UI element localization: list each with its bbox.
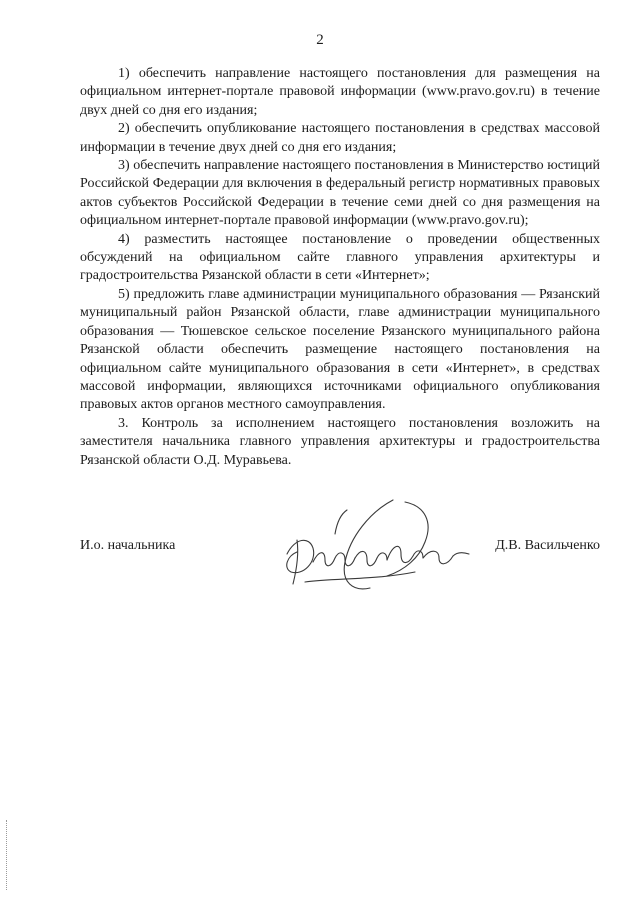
paragraph-item-1: 1) обеспечить направление настоящего постановления для размещения на официальном интернет-портале правовой информации (www.pravo.gov.ru) в течение двух дней со дня его издания; xyxy=(80,66,600,118)
paragraph-item-2: 2) обеспечить опубликование настоящего постановления в средствах массовой информации в течение двух дней со дня его издания; xyxy=(80,121,600,155)
page-number: 2 xyxy=(316,32,324,48)
signer-title: И.о. начальника xyxy=(80,538,176,553)
signer-name: Д.В. Васильченко xyxy=(495,538,600,553)
paragraph-item-3: 3) обеспечить направление настоящего постановления в Министерство юстиций Российской Федерации для включения в федеральный регистр нормативных правовых актов субъектов Российской Федерации в течение семи дней со дня размещения на официальном интернет-портале правовой информации (www.pravo.gov.ru); xyxy=(80,158,600,229)
document-body xyxy=(80,65,600,470)
handwritten-signature xyxy=(275,492,475,602)
paragraph-item-4: 4) разместить настоящее постановление о проведении общественных обсуждений на официальном сайте главного управления архитектуры и градостроительства Рязанской области в сети «Интернет»; xyxy=(80,231,600,284)
paragraph-control-clause: 3. Контроль за исполнением настоящего постановления возложить на заместителя начальника главного управления архитектуры и градостроительства Рязанской области О.Д. Муравьева. xyxy=(80,415,600,468)
paragraph-item-5: 5) предложить главе администрации муниципального образования — Рязанский муниципальный район Рязанской области, главе администрации муниципального образования — Тюшевское сельское поселение Рязанского муниципального района Рязанской области обеспечить размещение настоящего постановления на официальном сайте муниципального образования в сети «Интернет», в средствах массовой информации, являющихся источниками официального опубликования правовых актов органов местного самоуправления. xyxy=(80,286,600,413)
margin-scan-mark xyxy=(6,820,9,890)
